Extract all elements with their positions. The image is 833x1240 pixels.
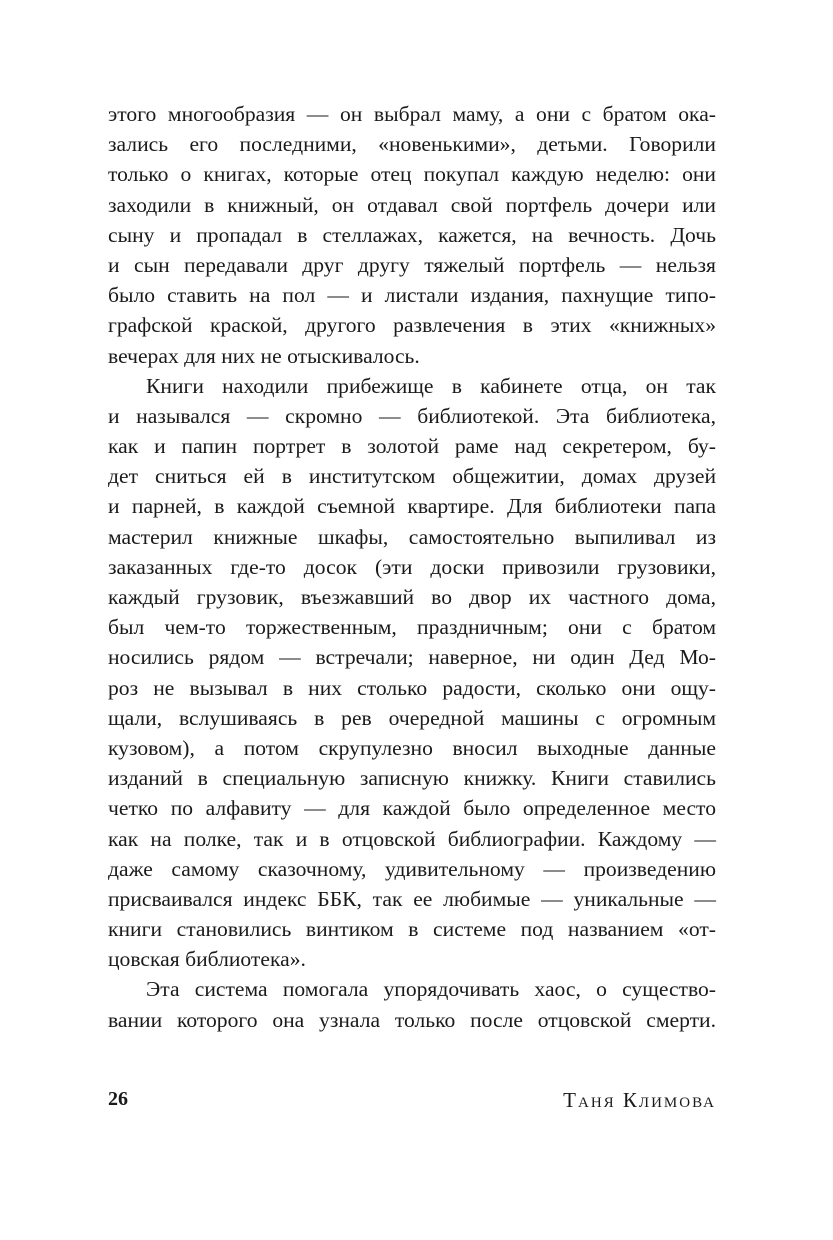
text-line: дет сниться ей в институтском общежитии, домах друзей bbox=[108, 464, 716, 489]
text-line: роз не вызывал в них столько радости, сколько они ощу- bbox=[108, 675, 716, 700]
text-line: кузовом), а потом скрупулезно вносил выходные данные bbox=[108, 735, 716, 760]
text-line: присваивался индекс ББК, так ее любимые — уникальные — bbox=[108, 886, 716, 911]
text-line: было ставить на пол — и листали издания, пахнущие типо- bbox=[108, 283, 716, 308]
running-head-author: Таня Климова bbox=[563, 1088, 716, 1112]
text-line: заходили в книжный, он отдавал свой портфель дочери или bbox=[108, 192, 716, 217]
text-line: как и папин портрет в золотой раме над секретером, бу- bbox=[108, 434, 716, 459]
text-line: только о книгах, которые отец покупал каждую неделю: они bbox=[108, 162, 716, 187]
text-line: четко по алфавиту — для каждой было определенное место bbox=[108, 796, 716, 821]
paragraph bbox=[108, 974, 716, 1034]
text-line: этого многообразия — он выбрал маму, а они с братом ока- bbox=[108, 102, 716, 126]
text-line: сыну и пропадал в стеллажах, кажется, на вечность. Дочь bbox=[108, 222, 716, 247]
text-line: вании которого она узнала только после отцовской смерти. bbox=[108, 1007, 716, 1032]
text-line: Книги находили прибежище в кабинете отца, он так bbox=[146, 373, 716, 398]
text-line: и сын передавали друг другу тяжелый портфель — нельзя bbox=[108, 252, 716, 277]
text-line: графской краской, другого развлечения в этих «книжных» bbox=[108, 313, 716, 338]
text-line: и назывался — скромно — библиотекой. Эта библиотека, bbox=[108, 403, 716, 428]
text-line: зались его последними, «новенькими», детьми. Говорили bbox=[108, 132, 716, 157]
text-line: даже самому сказочному, удивительному — произведению bbox=[108, 856, 716, 881]
text-line: Эта система помогала упорядочивать хаос, о существо- bbox=[146, 977, 716, 1002]
page-footer bbox=[108, 1088, 716, 1118]
text-line: изданий в специальную записную книжку. Книги ставились bbox=[108, 766, 716, 791]
text-line: книги становились винтиком в системе под названием «от- bbox=[108, 917, 716, 942]
text-line: как на полке, так и в отцовской библиографии. Каждому — bbox=[108, 826, 716, 851]
text-line: каждый грузовик, въезжавший во двор их частного дома, bbox=[108, 585, 716, 609]
text-line: цовская библиотека». bbox=[108, 947, 306, 972]
text-line: носились рядом — встречали; наверное, ни один Дед Мо- bbox=[108, 645, 716, 670]
page-body bbox=[108, 99, 716, 1035]
text-line: мастерил книжные шкафы, самостоятельно выпиливал из bbox=[108, 524, 716, 549]
page-number: 26 bbox=[108, 1088, 128, 1110]
text-line: заказанных где-то досок (эти доски привозили грузовики, bbox=[108, 554, 716, 579]
text-line: и парней, в каждой съемной квартире. Для библиотеки папа bbox=[108, 494, 716, 519]
paragraph bbox=[108, 371, 716, 975]
text-line: щали, вслушиваясь в рев очередной машины с огромным bbox=[108, 705, 716, 730]
paragraph bbox=[108, 99, 716, 371]
text-line: вечерах для них не отыскивалось. bbox=[108, 343, 420, 368]
text-line: был чем-то торжественным, праздничным; они с братом bbox=[108, 615, 716, 640]
